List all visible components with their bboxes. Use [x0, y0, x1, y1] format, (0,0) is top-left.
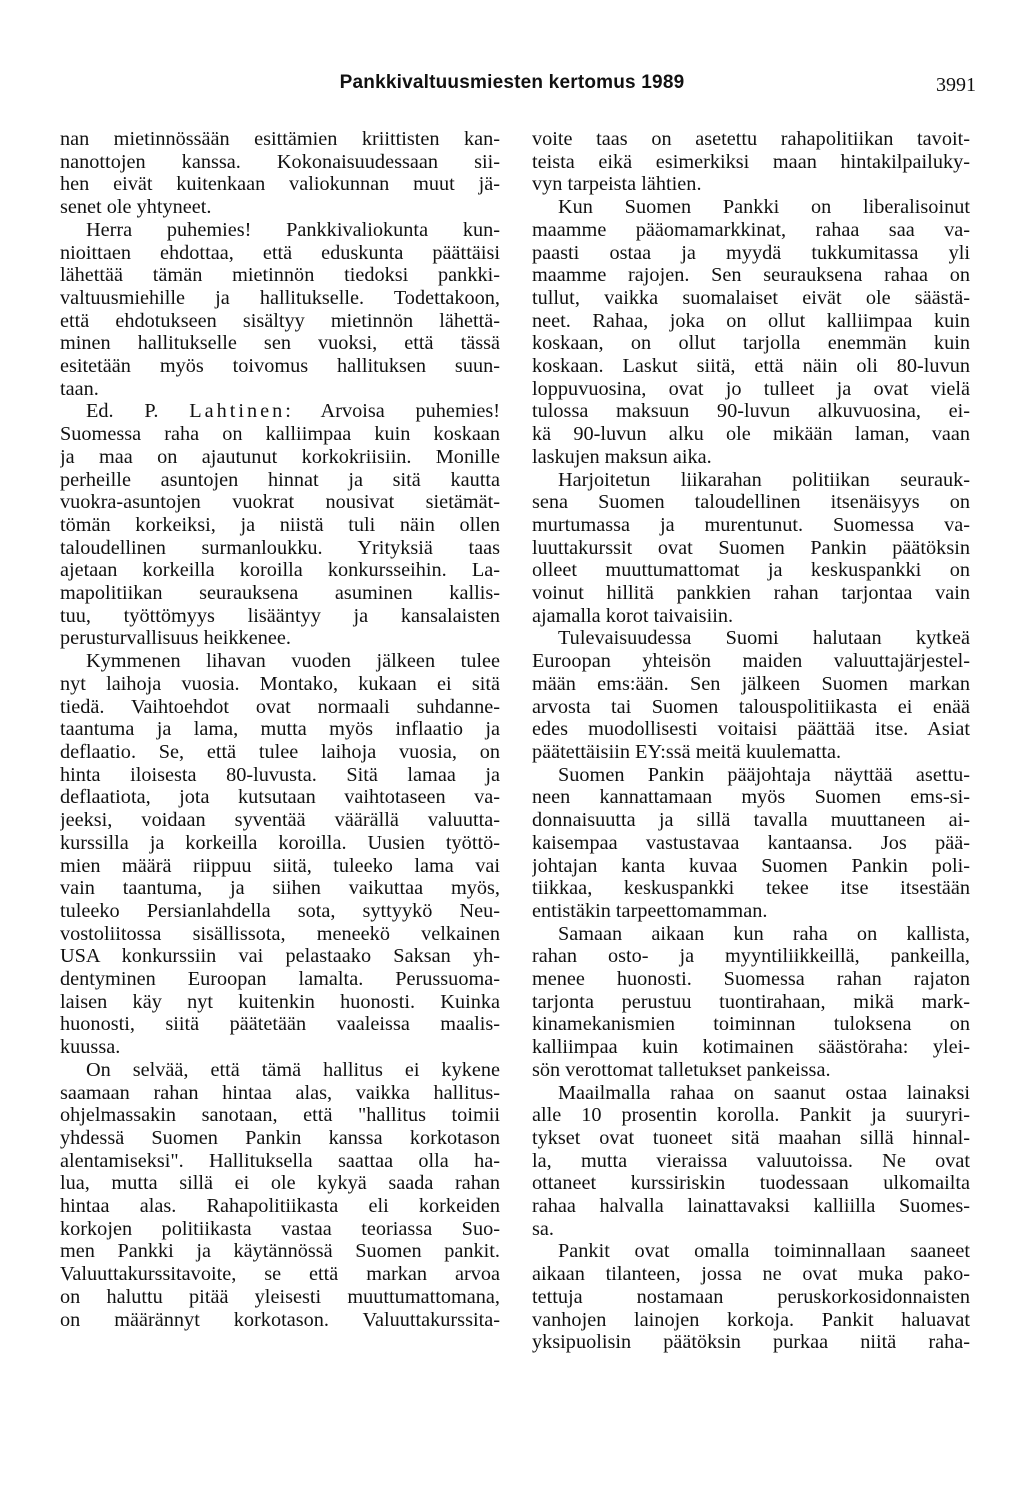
- left-text-column: [60, 128, 500, 1331]
- text-line: lähettää tämän mietinnön tiedoksi pankki-: [60, 264, 500, 287]
- text-line: mään ems:ään. Sen jälkeen Suomen markan: [532, 672, 970, 695]
- text-line: loppuvuosina, ovat jo tulleet ja ovat vielä: [532, 377, 970, 400]
- text-line: alle 10 prosentin korolla. Pankit ja suuryri-: [532, 1104, 970, 1127]
- text-line: tömän korkeiksi, ja niistä tuli näin ollen: [60, 513, 500, 536]
- text-line: donnaisuutta ja sillä tavalla muuttaneen ai-: [532, 809, 970, 832]
- text-line: päätettäisiin EY:ssä meitä kuulematta.: [532, 740, 842, 763]
- text-line: Kun Suomen Pankki on liberalisoinut: [558, 196, 970, 219]
- text-line: taantuma ja lama, mutta myös inflaatio ja: [60, 718, 500, 741]
- text-line: USA konkurssiin vai pelastaako Saksan yh-: [60, 945, 500, 968]
- text-line: hintaa alas. Rahapolitiikasta eli korkeiden: [60, 1195, 500, 1218]
- text-line: taan.: [60, 377, 99, 400]
- text-line: sena Suomen taloudellinen itsenäisyys on: [532, 491, 970, 514]
- text-line: kuussa.: [60, 1036, 121, 1059]
- text-line: rahaa halvalla lainattavaksi kalliilla Suomes-: [532, 1195, 970, 1218]
- text-line: on määrännyt korkotason. Valuuttakurssita-: [60, 1308, 500, 1331]
- text-line: yksipuolisin päätöksin purkaa niitä raha-: [532, 1331, 970, 1354]
- text-line: hen eivät kuitenkaan valiokunnan muut jä-: [60, 173, 500, 196]
- text-line: Suomessa raha on kalliimpaa kuin koskaan: [60, 423, 500, 446]
- text-line: Herra puhemies! Pankkivaliokunta kun-: [86, 218, 500, 241]
- text-line: perusturvallisuus heikkenee.: [60, 627, 291, 650]
- text-line: kinamekanismien toiminnan tuloksena on: [532, 1013, 970, 1036]
- text-line: kurssilla ja korkeilla koroilla. Uusien työttö-: [60, 831, 500, 854]
- text-line: vanhojen lainojen korkoja. Pankit haluavat: [532, 1308, 970, 1331]
- text-line: maamme rajojen. Sen seurauksena rahaa on: [532, 264, 970, 287]
- text-line: Valuuttakurssitavoite, se että markan arvoa: [60, 1263, 500, 1286]
- text-line: dentyminen Euroopan lamalta. Perussuoma-: [60, 968, 500, 991]
- text-line: nan mietinnössään esittämien kriittisten kan-: [60, 128, 500, 150]
- text-line: tykset ovat tuoneet sitä maahan sillä hinnal-: [532, 1126, 970, 1149]
- text-line: menee huonosti. Suomessa rahan rajaton: [532, 968, 970, 991]
- text-line: tettuja nostamaan peruskorkosidonnaisten: [532, 1285, 970, 1308]
- text-line: tuu, työttömyys lisääntyy ja kansalaisten: [60, 604, 500, 627]
- text-line: Samaan aikaan kun raha on kallista,: [558, 922, 970, 945]
- text-line: tulossa maksuun 90-luvun alkuvuosina, ei-: [532, 400, 970, 423]
- text-line: la, mutta vieraissa valuutoissa. Ne ovat: [532, 1149, 970, 1172]
- speaker-name: Lahtinen: [189, 400, 286, 423]
- text-line: koskaan, on ollut tarjolla enemmän kuin: [532, 332, 970, 355]
- text-line: laskujen maksun aika.: [532, 445, 712, 468]
- text-line: että ehdotukseen sisältyy mietinnön lähettä-: [60, 309, 500, 332]
- text-line: On selvää, että tämä hallitus ei kykene: [86, 1058, 500, 1081]
- text-line: esitetään myös toivomus hallituksen suun-: [60, 355, 500, 378]
- text-line: kaisempaa vastustavaa kantaansa. Jos pää-: [532, 831, 970, 854]
- text-line: mapolitiikan seurauksena asuminen kallis-: [60, 582, 500, 605]
- text-line: luuttakurssit ovat Suomen Pankin päätöksin: [532, 536, 970, 559]
- text-line: edes muodollisesti voitaisi päättää itse. Asiat: [532, 718, 970, 741]
- text-line: Ed. P. Lahtinen: Arvoisa puhemies!: [86, 400, 500, 423]
- text-line: tiikkaa, keskuspankki tekee itse itsestään: [532, 877, 970, 900]
- text-line: yhdessä Suomen Pankin kanssa korkotason: [60, 1126, 500, 1149]
- text-line: olleet muuttumattomat ja keskuspankki on: [532, 559, 970, 582]
- text-line: taloudellinen surmanloukku. Yrityksiä taas: [60, 536, 500, 559]
- text-line: ja maa on ajautunut korkokriisiin. Monille: [60, 445, 500, 468]
- text-line: lua, mutta sillä ei ole kykyä saada rahan: [60, 1172, 500, 1195]
- page-number: 3991: [936, 74, 976, 96]
- text-line: deflaatiota, jota kutsutaan vaihtotaseen va-: [60, 786, 500, 809]
- text-line: huonosti, siitä päätetään vaaleissa maalis-: [60, 1013, 500, 1036]
- text-line: Pankit ovat omalla toiminnallaan saaneet: [558, 1240, 970, 1263]
- text-line: mien määrä riippuu siitä, tuleeko lama vai: [60, 854, 500, 877]
- text-line: on haluttu pitää yleisesti muuttumattomana,: [60, 1285, 500, 1308]
- text-line: teista eikä esimerkiksi maan hintakilpailuky-: [532, 150, 970, 173]
- text-line: aikaan tilanteen, jossa ne ovat muka pako-: [532, 1263, 970, 1286]
- text-line: voinut hillitä pankkien rahan tarjontaa vain: [532, 582, 970, 605]
- text-line: vain taantuma, ja siihen vaikuttaa myös,: [60, 877, 500, 900]
- text-line: korkojen politiikasta vastaa teoriassa Suo-: [60, 1217, 500, 1240]
- text-line: neet. Rahaa, joka on ollut kalliimpaa kuin: [532, 309, 970, 332]
- text-line: kalliimpaa kuin kotimainen säästöraha: ylei-: [532, 1036, 970, 1059]
- right-text-column: [532, 128, 970, 1354]
- text-line: vyn tarpeista lähtien.: [532, 173, 702, 196]
- text-line: nyt laihoja vuosia. Montako, kukaan ei sitä: [60, 672, 500, 695]
- text-line: tullut, vaikka suomalaiset eivät ole säästä-: [532, 286, 970, 309]
- text-line: hinta iloisesta 80-luvusta. Sitä lamaa ja: [60, 763, 500, 786]
- text-line: neen kannattamaan myös Suomen ems-si-: [532, 786, 970, 809]
- text-line: minen hallitukselle sen vuoksi, että tässä: [60, 332, 500, 355]
- text-line: vuokra-asuntojen vuokrat nousivat sietämät-: [60, 491, 500, 514]
- text-line: voite taas on asetettu rahapolitiikan tavoit-: [532, 128, 970, 150]
- text-line: Kymmenen lihavan vuoden jälkeen tulee: [86, 650, 500, 673]
- text-line: Euroopan yhteisön maiden valuuttajärjestel-: [532, 650, 970, 673]
- text-line: Maailmalla rahaa on saanut ostaa lainaksi: [558, 1081, 970, 1104]
- text-line: vostoliitossa sisällissota, meneekö velkainen: [60, 922, 500, 945]
- text-line: nioittaen ehdottaa, että eduskunta päättäisi: [60, 241, 500, 264]
- page-header: [0, 72, 1024, 102]
- text-line: Suomen Pankin pääjohtaja näyttää asettu-: [558, 763, 970, 786]
- text-line: ajetaan korkeilla koroilla konkursseihin. La-: [60, 559, 500, 582]
- text-line: arvosta tai Suomen talouspolitiikasta ei enää: [532, 695, 970, 718]
- running-title: Pankkivaltuusmiesten kertomus 1989: [339, 72, 685, 93]
- text-line: maamme pääomamarkkinat, rahaa saa va-: [532, 218, 970, 241]
- text-line: johtajan kanta kuvaa Suomen Pankin poli-: [532, 854, 970, 877]
- text-line: ohjelmassakin sanotaan, että "hallitus toimii: [60, 1104, 500, 1127]
- text-line: tarjonta perustuu tuontirahaan, mikä mark-: [532, 990, 970, 1013]
- text-line: tuleeko Persianlahdella sota, syttyykö Neu-: [60, 899, 500, 922]
- text-line: koskaan. Laskut siitä, että näin oli 80-luvun: [532, 355, 970, 378]
- text-line: murtumassa ja murentunut. Suomessa va-: [532, 513, 970, 536]
- text-line: men Pankki ja käytännössä Suomen pankit.: [60, 1240, 500, 1263]
- text-line: perheille asuntojen hinnat ja sitä kautta: [60, 468, 500, 491]
- text-line: laisen käy nyt kuitenkin huonosti. Kuinka: [60, 990, 500, 1013]
- text-line: ottaneet kurssiriskin tuodessaan ulkomailta: [532, 1172, 970, 1195]
- text-line: deflaatio. Se, että tulee laihoja vuosia, on: [60, 740, 500, 763]
- text-line: Harjoitetun liikarahan politiikan seurauk-: [558, 468, 970, 491]
- text-line: ajamalla korot taivaisiin.: [532, 604, 734, 627]
- text-line: sa.: [532, 1217, 554, 1240]
- text-line: entistäkin tarpeettomamman.: [532, 899, 768, 922]
- text-line: rahan osto- ja myyntiliikkeillä, pankeilla,: [532, 945, 970, 968]
- text-line: kä 90-luvun alku ole mikään laman, vaan: [532, 423, 970, 446]
- text-line: saamaan rahan hintaa alas, vaikka hallitus-: [60, 1081, 500, 1104]
- text-line: senet ole yhtyneet.: [60, 196, 212, 219]
- text-line: sön verottomat talletukset pankeissa.: [532, 1058, 831, 1081]
- text-line: valtuusmiehille ja hallitukselle. Todettakoon,: [60, 286, 500, 309]
- text-line: alentamiseksi". Hallituksella saattaa olla ha-: [60, 1149, 500, 1172]
- text-line: Tulevaisuudessa Suomi halutaan kytkeä: [558, 627, 970, 650]
- text-line: paasti ostaa ja myydä tukkumitassa yli: [532, 241, 970, 264]
- text-line: jeeksi, voidaan syventää väärällä valuutta-: [60, 809, 500, 832]
- text-line: tiedä. Vaihtoehdot ovat normaali suhdanne-: [60, 695, 500, 718]
- text-line: nanottojen kanssa. Kokonaisuudessaan sii-: [60, 150, 500, 173]
